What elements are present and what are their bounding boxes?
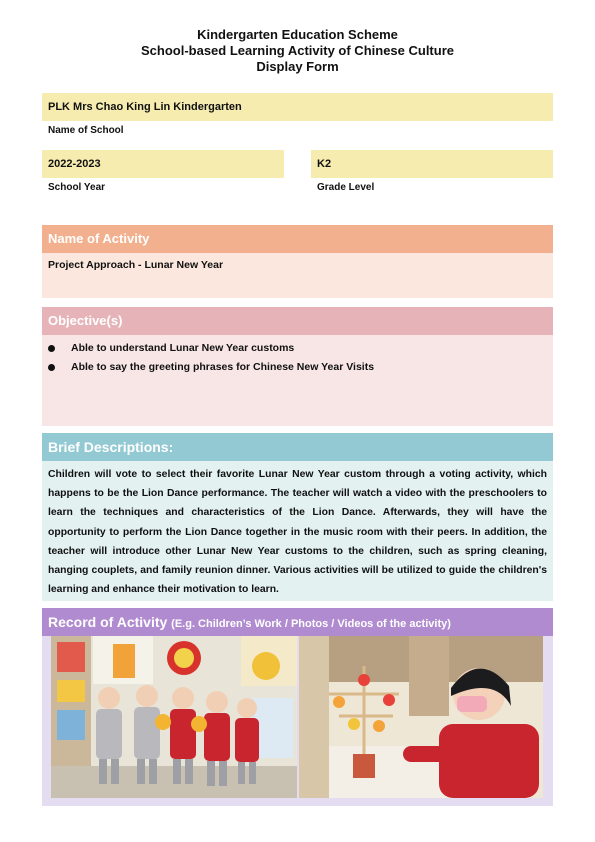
description-text: Children will vote to select their favorite Lunar New Year custom through a voting activity, which happens to be the Lion Dance performance. The teacher will watch a video with the preschoolers to learn the techniques and characteristics of the Lion Dance. Afterwards, they will have the opportunity to perform the Lion Dance together in the music room with their peers. In addition, the teacher will introduce other Lunar New Year customs to the children, such as spring cleaning, hanging couplets, and family reunion dinner. Various activities will be utilized to guide the children's learning and enhance their motivation to learn.	[48, 469, 547, 596]
objectives-list	[42, 335, 553, 377]
activity-name[interactable]: Project Approach - Lunar New Year	[48, 259, 224, 271]
activity-photo-craft	[299, 636, 543, 798]
title-line-1: Kindergarten Education Scheme	[197, 27, 398, 42]
objectives-body	[42, 335, 553, 426]
record-heading	[42, 608, 553, 636]
activity-heading: Name of Activity	[42, 225, 553, 253]
school-name-field[interactable]: PLK Mrs Chao King Lin Kindergarten	[42, 93, 553, 121]
grade-level-label: Grade Level	[317, 182, 375, 193]
objective-item: Able to say the greeting phrases for Chinese New Year Visits	[48, 358, 553, 377]
objective-item: Able to understand Lunar New Year customs	[48, 339, 553, 358]
bullet-icon	[48, 364, 55, 371]
record-subtitle: (E.g. Children’s Work / Photos / Videos of the activity)	[171, 618, 451, 630]
school-year-label: School Year	[48, 182, 106, 193]
grade-level-field[interactable]: K2	[311, 150, 553, 178]
school-name-label: Name of School	[48, 125, 124, 136]
craft-photo-illustration	[299, 636, 543, 798]
description-heading: Brief Descriptions:	[42, 433, 553, 461]
school-year-field[interactable]: 2022-2023	[42, 150, 284, 178]
activity-photo-children	[51, 636, 297, 798]
title-line-3: Display Form	[256, 59, 339, 74]
form-title	[0, 27, 595, 75]
bullet-icon	[48, 345, 55, 352]
title-line-2: School-based Learning Activity of Chinese Culture	[140, 43, 454, 58]
activity-body	[42, 253, 553, 298]
record-title: Record of Activity	[48, 614, 168, 630]
objectives-heading: Objective(s)	[42, 307, 553, 335]
description-body	[42, 461, 553, 601]
children-photo-illustration	[51, 636, 297, 798]
